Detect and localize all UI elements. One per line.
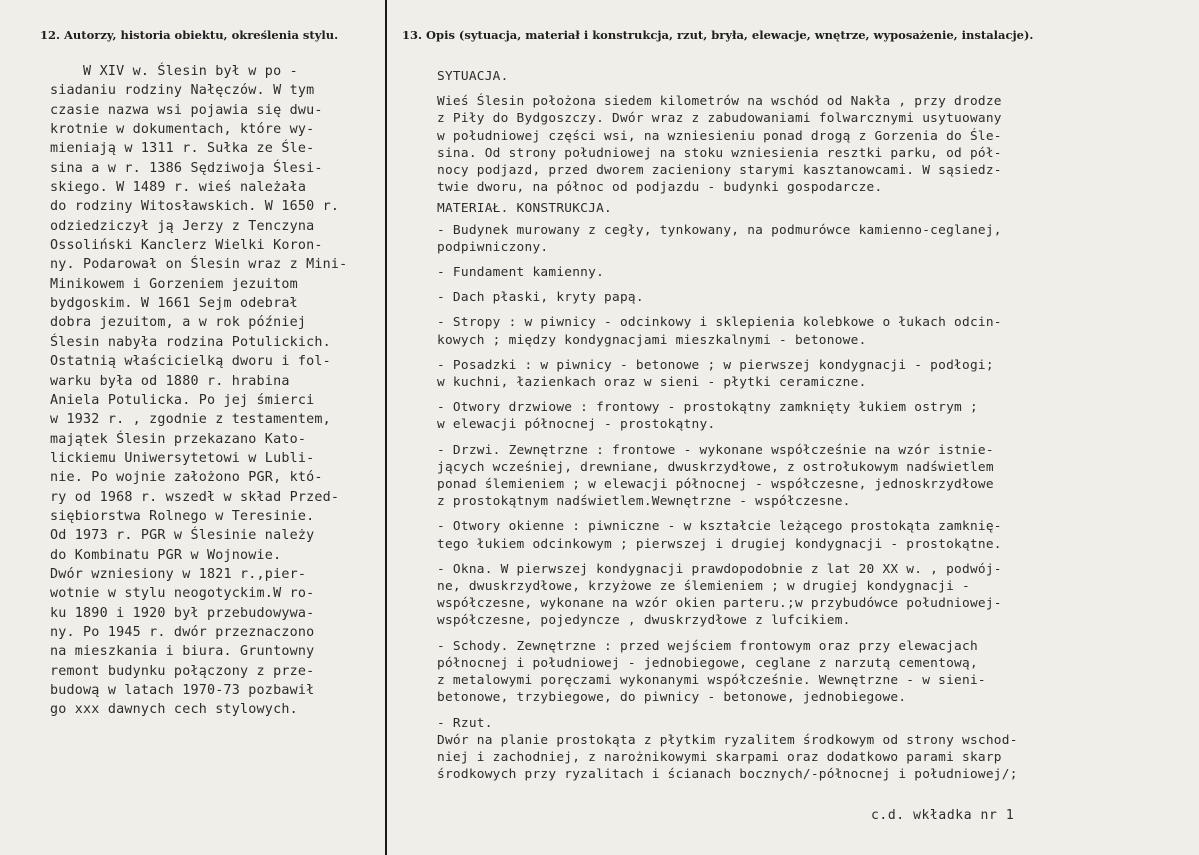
- history-line: na mieszkania i biura. Gruntowny: [50, 644, 315, 660]
- description-line: - Budynek murowany z cegły, tynkowany, na podmurówce kamienno-ceglanej,: [437, 222, 1002, 238]
- description-paragraph: [437, 68, 1192, 85]
- history-line: nie. Po wojnie założono PGR, któ-: [50, 470, 323, 486]
- description-paragraph: [437, 399, 1192, 433]
- history-text: [50, 62, 380, 720]
- description-line: ponad ślemieniem ; w elewacji północnej - współczesne, jednoskrzydłowe: [437, 477, 994, 493]
- history-line: krotnie w dokumentach, które wy-: [50, 122, 315, 138]
- description-line: niej i zachodniej, z narożnikowymi skarpami oraz dodatkowo parami skarp: [437, 749, 1002, 765]
- description-line: - Otwory okienne : piwniczne - w kształcie leżącego prostokąta zamknię-: [437, 519, 1002, 535]
- description-line: z prostokątnym nadświetlem.Wewnętrzne - współczesne.: [437, 494, 851, 510]
- description-line: Wieś Ślesin położona siedem kilometrów na wschód od Nakła , przy drodze: [437, 94, 1002, 110]
- history-line: budową w latach 1970-73 pozbawił: [50, 683, 315, 698]
- description-paragraph: [437, 264, 1192, 281]
- description-paragraph: [437, 561, 1192, 630]
- history-line: remont budynku połączony z prze-: [50, 663, 315, 679]
- history-line: bydgoskim. W 1661 Sejm odebrał: [50, 296, 298, 312]
- history-line: wotnie w stylu neogotyckim.W ro-: [50, 586, 315, 602]
- description-line: twie dworu, na północ od podjazdu - budynki gospodarcze.: [437, 180, 883, 196]
- section-13-header: 13. Opis (sytuacja, materiał i konstrukcja, rzut, bryła, elewacje, wnętrze, wyposażenie, instalacje).: [402, 28, 1034, 42]
- description-line: współczesne, wykonane na wzór okien parteru.;w przybudówce południowej-: [437, 596, 1002, 612]
- description-line: SYTUACJA.: [437, 69, 509, 84]
- description-line: - Posadzki : w piwnicy - betonowe ; w pierwszej kondygnacji - podłogi;: [437, 357, 994, 373]
- history-line: skiego. W 1489 r. wieś należała: [50, 180, 307, 196]
- history-line: ku 1890 i 1920 był przebudowywa-: [50, 605, 315, 621]
- description-line: współczesne, pojedyncze , dwuskrzydłowe z lufcikiem.: [437, 613, 851, 629]
- description-paragraph: [437, 222, 1192, 256]
- history-line: ny. Podarował on Ślesin wraz z Mini-: [50, 257, 348, 273]
- history-line: Dwór wzniesiony w 1821 r.,pier-: [50, 566, 307, 582]
- history-line: dobra jezuitom, a w rok później: [50, 315, 307, 331]
- history-line: W XIV w. Ślesin był w po -: [50, 64, 298, 79]
- description-line: północnej i południowej - jednobiegowe, ceglane z narzutą cementową,: [437, 655, 978, 671]
- history-line: Ślesin nabyła rodzina Potulickich.: [50, 334, 331, 350]
- description-line: - Schody. Zewnętrzne : przed wejściem frontowym oraz przy elewacjach: [437, 638, 978, 654]
- description-paragraph: [437, 93, 1192, 196]
- history-line: warku była od 1880 r. hrabina: [50, 373, 290, 389]
- description-line: nocy podjazd, przed dworem zacieniony starymi kasztanowcami. W sąsiedz-: [437, 163, 1002, 179]
- history-line: w 1932 r. , zgodnie z testamentem,: [50, 412, 331, 428]
- history-line: Ostatnią właścicielką dworu i fol-: [50, 354, 331, 370]
- description-line: - Otwory drzwiowe : frontowy - prostokątny zamknięty łukiem ostrym ;: [437, 400, 978, 416]
- history-line: siębiorstwa Rolnego w Teresinie.: [50, 508, 315, 524]
- history-line: mieniają w 1311 r. Sułka ze Śle-: [50, 141, 315, 157]
- description-line: w elewacji północnej - prostokątny.: [437, 417, 716, 433]
- history-line: do Kombinatu PGR w Wojnowie.: [50, 547, 282, 563]
- history-line: do rodziny Witosławskich. W 1650 r.: [50, 199, 340, 215]
- description-line: tego łukiem odcinkowym ; pierwszej i drugiej kondygnacji - prostokątne.: [437, 536, 1002, 552]
- description-line: w kuchni, łazienkach oraz w sieni - płytki ceramiczne.: [437, 375, 867, 391]
- history-line: Aniela Potulicka. Po jej śmierci: [50, 392, 315, 408]
- description-paragraph: [437, 200, 1192, 217]
- description-paragraph: [437, 289, 1192, 306]
- history-line: majątek Ślesin przekazano Kato-: [50, 431, 307, 447]
- description-line: betonowe, trzybiegowe, do piwnicy - betonowe, jednobiegowe.: [437, 690, 907, 706]
- section-12-header: 12. Autorzy, historia obiektu, określenia stylu.: [40, 28, 339, 42]
- history-line: ny. Po 1945 r. dwór przeznaczono: [50, 624, 315, 640]
- history-line: sina a w r. 1386 Sędziwoja Ślesi-: [50, 160, 323, 176]
- history-line: Minikowem i Gorzeniem jezuitom: [50, 276, 298, 292]
- history-line: odziedziczył ją Jerzy z Tenczyna: [50, 218, 315, 234]
- history-line: Ossoliński Kanclerz Wielki Koron-: [50, 238, 323, 254]
- description-text: [437, 68, 1192, 783]
- continuation-note: c.d. wkładka nr 1: [871, 808, 1015, 823]
- description-line: - Stropy : w piwnicy - odcinkowy i sklepienia kolebkowe o łukach odcin-: [437, 315, 1002, 331]
- description-paragraph: [437, 357, 1192, 391]
- description-line: - Drzwi. Zewnętrzne : frontowe - wykonane współcześnie na wzór istnie-: [437, 442, 994, 458]
- description-line: Dwór na planie prostokąta z płytkim ryzalitem środkowym od strony wschod-: [437, 732, 1018, 748]
- description-line: podpiwniczony.: [437, 239, 549, 255]
- description-line: - Dach płaski, kryty papą.: [437, 290, 644, 306]
- description-line: sina. Od strony południowej na stoku wzniesienia resztki parku, od pół-: [437, 145, 1002, 161]
- description-line: - Rzut.: [437, 715, 493, 731]
- description-paragraph: [437, 715, 1192, 784]
- description-line: środkowych przy ryzalitach i ścianach bocznych/-północnej i południowej/;: [437, 767, 1018, 783]
- description-line: - Fundament kamienny.: [437, 265, 605, 281]
- description-line: ne, dwuskrzydłowe, krzyżowe ze ślemieniem ; w drugiej kondygnacji -: [437, 579, 970, 595]
- history-line: go xxx dawnych cech stylowych.: [50, 702, 298, 718]
- history-line: lickiemu Uniwersytetowi w Lubli-: [50, 450, 315, 466]
- description-line: z metalowymi poręczami wykonanymi współcześnie. Wewnętrzne - w sieni-: [437, 673, 986, 689]
- description-paragraph: [437, 314, 1192, 348]
- history-line: siadaniu rodziny Nałęczów. W tym: [50, 83, 315, 99]
- description-paragraph: [437, 518, 1192, 552]
- description-line: - Okna. W pierwszej kondygnacji prawdopodobnie z lat 20 XX w. , podwój-: [437, 561, 1002, 577]
- description-paragraph: [437, 638, 1192, 707]
- description-line: w południowej części wsi, na wzniesieniu ponad drogą z Gorzenia do Śle-: [437, 128, 1002, 144]
- column-divider: [385, 0, 387, 855]
- history-line: Od 1973 r. PGR w Ślesinie należy: [50, 528, 315, 544]
- description-line: kowych ; między kondygnacjami mieszkalnymi - betonowe.: [437, 332, 867, 348]
- description-line: jących wcześniej, drewniane, dwuskrzydłowe, z ostrołukowym nadświetlem: [437, 459, 994, 475]
- description-line: MATERIAŁ. KONSTRUKCJA.: [437, 201, 612, 217]
- description-line: z Piły do Bydgoszczy. Dwór wraz z zabudowaniami folwarcznymi usytuowany: [437, 111, 1002, 127]
- history-line: czasie nazwa wsi pojawia się dwu-: [50, 102, 323, 118]
- description-paragraph: [437, 442, 1192, 511]
- history-line: ry od 1968 r. wszedł w skład Przed-: [50, 489, 340, 505]
